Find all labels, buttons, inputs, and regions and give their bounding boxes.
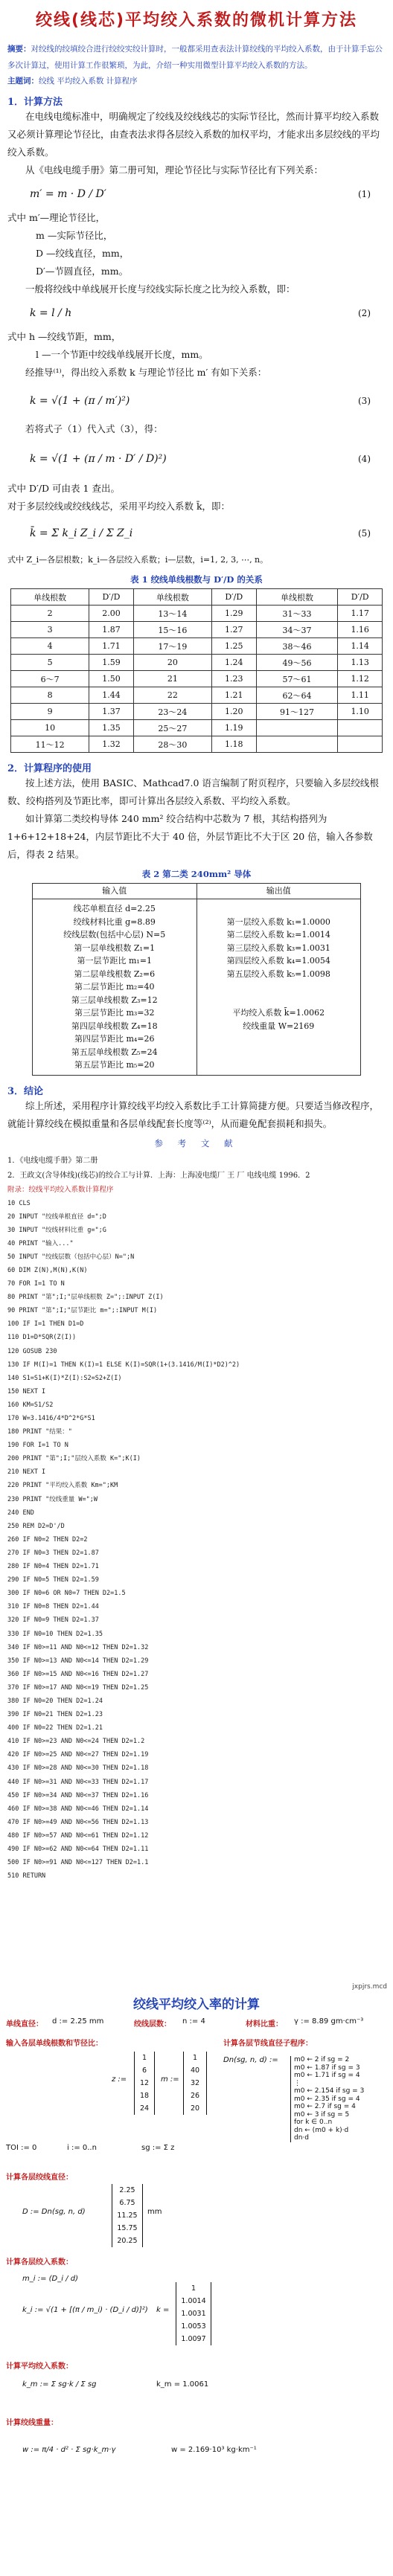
paragraph: 在电线电缆标准中，明确规定了绞线及绞线线芯的实际节径比，然而计算平均绞入系数又必须计算理论节径比，由查表法求得各层绞入系数的加权平均，才能求出多层绞线的平均绞入系数。 bbox=[7, 111, 380, 158]
table-header-cell: 输入值 bbox=[33, 884, 197, 899]
subroutine-line: dn·d bbox=[294, 2134, 309, 2142]
vector-element: 1.0014 bbox=[181, 2297, 206, 2305]
table-row bbox=[11, 720, 383, 736]
vector-element: 15.75 bbox=[117, 2224, 138, 2232]
input-value: 第二层单线根数 Z₂=6 bbox=[74, 969, 156, 979]
vector-element: 12 bbox=[139, 2079, 150, 2087]
output-value: 第四层绞入系数 k₄=1.0054 bbox=[226, 956, 330, 966]
vector-element: 6 bbox=[141, 2066, 147, 2075]
table-row bbox=[11, 736, 383, 753]
subroutine-line: m0 ← 1.87 if sg = 3 bbox=[294, 2063, 360, 2072]
table-cell: 1.32 bbox=[89, 736, 134, 753]
table-cell: 1.10 bbox=[338, 704, 383, 720]
table-cell: 11～12 bbox=[11, 736, 89, 753]
subroutine-signature: Dn(sg, n, d) := bbox=[223, 2056, 278, 2064]
diameter-expression: D := Dn(sg, n, d) bbox=[22, 2208, 86, 2216]
input-value: 绞线材料比重 g=8.89 bbox=[73, 916, 156, 927]
paragraph: 经推导⁽¹⁾，得出绞入系数 k 与理论节径比 m′ 有如下关系： bbox=[25, 367, 267, 378]
km-result: k_m = 1.0061 bbox=[156, 2380, 209, 2389]
input-value: 第三层单线根数 Z₃=12 bbox=[71, 995, 158, 1005]
definition-line: l —一个节距中绞线单线展开长度，mm。 bbox=[36, 349, 208, 360]
code-line: 70 FOR I=1 TO N bbox=[7, 1280, 65, 1288]
table-2-caption: 表 2 第二类 240mm² 导体 bbox=[141, 869, 252, 879]
subroutine-heading: 计算各层节线直径子程序： bbox=[223, 2040, 313, 2048]
index-range: i := 0..n bbox=[67, 2144, 97, 2152]
table-row bbox=[11, 671, 383, 687]
z-vector bbox=[134, 2052, 155, 2115]
code-line: 270 IF N0=3 THEN D2=1.87 bbox=[7, 1549, 99, 1557]
table-cell: 22 bbox=[133, 687, 211, 704]
input-column bbox=[33, 899, 197, 1075]
code-line: 60 DIM Z(N),M(N),K(N) bbox=[7, 1266, 88, 1274]
code-line: 300 IF N0=6 OR N0=7 THEN D2=1.5 bbox=[7, 1590, 126, 1598]
table-header-cell: 单线根数 bbox=[256, 589, 338, 606]
abstract-text: 对绞线的绞填绞合进行绞绞实绞计算时，一般都采用查表法计算绞线的平均绞入系数，由于计算手忘公多次计算过，使用计算工作很繁琐，为此，介绍一种实用微型计算平均绞入系数的方法。 bbox=[7, 45, 383, 70]
code-line: 250 REM D2=D'/D bbox=[7, 1522, 65, 1530]
layer-input-heading: 输入各层单线根数和节径比： bbox=[6, 2040, 103, 2048]
vector-element: 20.25 bbox=[117, 2237, 138, 2245]
section-heading-2: 2．计算程序的使用 bbox=[7, 763, 92, 774]
appendix-heading: 附录：绞线平均绞入系数计算程序 bbox=[7, 1185, 114, 1194]
code-line: 430 IF N0>=28 AND N0<=30 THEN D2=1.18 bbox=[7, 1764, 149, 1773]
table-row bbox=[11, 704, 383, 720]
subroutine-line: m0 ← 2.154 if sg = 3 bbox=[294, 2087, 365, 2095]
equation-text: k = l / h bbox=[30, 307, 72, 319]
output-value: 第二层绞入系数 k₂=1.0014 bbox=[226, 930, 330, 939]
table-row bbox=[11, 687, 383, 704]
table-header-cell: 输出值 bbox=[266, 886, 291, 896]
equation-number: (1) bbox=[358, 189, 371, 199]
abstract bbox=[0, 41, 393, 74]
output-value: 绞线重量 W=2169 bbox=[243, 1021, 315, 1031]
code-line: 10 CLS bbox=[7, 1199, 31, 1207]
paragraph: 综上所述，采用程序计算绞线平均绞入系数比手工计算简捷方便。只要适当修改程序，就能计算绞线在模拟重量和各层单线配套长度等⁽²⁾，从而避免配套损耗和损失。 bbox=[7, 1099, 380, 1129]
code-line: 480 IF N0>=57 AND N0<=61 THEN D2=1.12 bbox=[7, 1831, 149, 1840]
code-line: 20 INPUT "绞线单根直径 d=";D bbox=[7, 1212, 106, 1221]
mi-expression: m_i := (D_i / d) bbox=[22, 2275, 78, 2283]
subroutine-line: m0 ← 2 if sg = 2 bbox=[294, 2056, 350, 2063]
table-header-cell: D′/D bbox=[211, 589, 256, 606]
code-line: 360 IF N0>=15 AND N0<=16 THEN D2=1.27 bbox=[7, 1670, 149, 1678]
code-line: 510 RETURN bbox=[7, 1872, 46, 1880]
worksheet-title: 绞线平均绞入率的计算 bbox=[133, 1997, 260, 2012]
code-line: 280 IF N0=4 THEN D2=1.71 bbox=[7, 1563, 99, 1571]
paragraph: 式中 D′/D 可由表 1 查出。 bbox=[7, 483, 120, 494]
basic-program-listing bbox=[0, 1197, 393, 1883]
output-value bbox=[197, 980, 361, 994]
equation-number: (3) bbox=[358, 396, 371, 406]
table-cell: 1.44 bbox=[89, 687, 134, 704]
table-cell: 1.14 bbox=[338, 638, 383, 655]
weight-result: w = 2.169·10³ kg·km⁻¹ bbox=[171, 2446, 257, 2454]
table-header-row bbox=[11, 589, 383, 606]
code-line: 330 IF N0=10 THEN D2=1.35 bbox=[7, 1630, 103, 1638]
table-header-cell: 单线根数 bbox=[133, 589, 211, 606]
diameter-vector bbox=[112, 2184, 143, 2247]
subroutine-line: for k ∈ 0..n bbox=[294, 2119, 333, 2126]
output-value bbox=[197, 994, 361, 1007]
code-line: 200 PRINT "第";I;"层绞入系数 K=";K(I) bbox=[7, 1455, 141, 1463]
input-value: 线芯单根直径 d=2.25 bbox=[73, 904, 156, 913]
table-header-cell: D′/D bbox=[89, 589, 134, 606]
code-line: 400 IF N0=22 THEN D2=1.21 bbox=[7, 1724, 103, 1732]
input-value: 第四层节距比 m₄=26 bbox=[74, 1034, 155, 1044]
code-line: 40 PRINT "输入..." bbox=[7, 1239, 74, 1247]
output-value bbox=[197, 1059, 361, 1072]
output-value bbox=[197, 1032, 361, 1046]
vector-element: 6.75 bbox=[119, 2199, 135, 2207]
table-cell: 1.11 bbox=[338, 687, 383, 704]
table-cell: 1.87 bbox=[89, 622, 134, 638]
reference-item: 1．《电线电缆手册》第二册 bbox=[7, 1156, 98, 1165]
code-line: 440 IF N0>=31 AND N0<=33 THEN D2=1.17 bbox=[7, 1778, 149, 1786]
table-cell: 1.27 bbox=[211, 622, 256, 638]
vector-element: 32 bbox=[190, 2079, 200, 2087]
code-line: 450 IF N0>=34 AND N0<=37 THEN D2=1.16 bbox=[7, 1791, 149, 1799]
table-cell: 1.24 bbox=[211, 655, 256, 671]
table-cell: 1.13 bbox=[338, 655, 383, 671]
table-cell: 25～27 bbox=[133, 720, 211, 736]
section-heading-3: 3．结论 bbox=[7, 1085, 44, 1097]
table-cell: 31～33 bbox=[256, 606, 338, 622]
definition-line: D′—节圆直径，mm。 bbox=[36, 266, 129, 277]
code-line: 260 IF N0=2 THEN D2=2 bbox=[7, 1535, 88, 1544]
section-heading-1: 1．计算方法 bbox=[7, 97, 63, 108]
table-cell: 23～24 bbox=[133, 704, 211, 720]
code-line: 340 IF N0>=11 AND N0<=12 THEN D2=1.32 bbox=[7, 1643, 149, 1651]
table-cell: 1.35 bbox=[89, 720, 134, 736]
definition-line: 式中 m′—理论节径比， bbox=[7, 212, 106, 223]
table-cell bbox=[338, 720, 383, 736]
equation-text: k = √(1 + (π / m′)²) bbox=[30, 395, 130, 407]
code-line: 50 INPUT "绞线层数（包括中心层）N=";N bbox=[7, 1253, 135, 1261]
code-line: 320 IF N0=9 THEN D2=1.37 bbox=[7, 1616, 99, 1625]
reference-item: 2．王政文(含导体线)(线芯)的绞合工与计算．上海：上海凌电缆厂 王 厂 电线电缆 1996．2 bbox=[7, 1171, 310, 1180]
equation-text: m′ = m · D / D′ bbox=[30, 188, 106, 200]
table-header-row bbox=[33, 884, 360, 899]
input-value: 第五层节距比 m₅=20 bbox=[74, 1060, 155, 1070]
table-cell: 1.17 bbox=[338, 606, 383, 622]
table-cell: 1.25 bbox=[211, 638, 256, 655]
ki-expression: k_i := √(1 + [(π / m_i) · (D_i / d)]²) bbox=[22, 2306, 148, 2314]
wire-diameter-label: 单线直径： bbox=[6, 2020, 43, 2029]
density-label: 材料比重： bbox=[246, 2020, 283, 2029]
weight-heading: 计算绞线重量： bbox=[6, 2419, 58, 2427]
input-value: 绞线层数(包括中心层) N=5 bbox=[63, 930, 166, 939]
output-column bbox=[197, 899, 361, 1075]
equation-1 bbox=[0, 179, 393, 209]
table-cell: 1.20 bbox=[211, 704, 256, 720]
table-cell: 8 bbox=[11, 687, 89, 704]
code-line: 190 FOR I=1 TO N bbox=[7, 1442, 68, 1450]
table-cell: 62～64 bbox=[256, 687, 338, 704]
table-cell: 57～61 bbox=[256, 671, 338, 687]
vector-element: 40 bbox=[190, 2066, 200, 2075]
table-cell: 1.50 bbox=[89, 671, 134, 687]
table-1-caption: 表 1 绞线单线根数与 D′/D 的关系 bbox=[130, 574, 263, 585]
lay-factor-heading: 计算各层绞入系数： bbox=[6, 2258, 73, 2267]
code-line: 130 IF M(I)=1 THEN K(I)=1 ELSE K(I)=SQR(1+(3.1416/M(I)*D2)^2) bbox=[7, 1361, 240, 1369]
code-line: 240 END bbox=[7, 1509, 34, 1517]
table-cell: 21 bbox=[133, 671, 211, 687]
diameter-heading: 计算各层绞线直径： bbox=[6, 2174, 73, 2182]
vector-element: 1.0031 bbox=[181, 2310, 206, 2318]
table-cell bbox=[256, 720, 338, 736]
subroutine-line: m0 ← 2.7 if sg = 4 bbox=[294, 2103, 356, 2110]
vector-element: 1.0053 bbox=[181, 2322, 206, 2331]
table-cell: 13～14 bbox=[133, 606, 211, 622]
vector-element: 24 bbox=[139, 2104, 150, 2113]
subroutine-line: m0 ← 3 if sg = 5 bbox=[294, 2110, 350, 2119]
code-line: 410 IF N0>=23 AND N0<=24 THEN D2=1.2 bbox=[7, 1738, 145, 1746]
table-body bbox=[33, 899, 360, 1075]
toi-assignment: TOI := 0 bbox=[6, 2144, 37, 2152]
k-label: k = bbox=[156, 2306, 170, 2314]
definition-line: m —实际节径比， bbox=[36, 230, 113, 241]
worksheet-filename: jxpjrs.mcd bbox=[352, 1983, 387, 1991]
table-row bbox=[11, 622, 383, 638]
input-value: 第四层单线根数 Z₄=18 bbox=[71, 1021, 158, 1031]
code-line: 110 D1=D*SQR(Z(I)) bbox=[7, 1334, 77, 1342]
code-line: 180 PRINT "结果：" bbox=[7, 1428, 72, 1436]
output-value: 第三层绞入系数 k₃=1.0031 bbox=[226, 942, 330, 953]
code-line: 380 IF N0=20 THEN D2=1.24 bbox=[7, 1697, 103, 1705]
output-value bbox=[197, 1046, 361, 1059]
table-cell: 6～7 bbox=[11, 671, 89, 687]
output-value: 平均绞入系数 k̄=1.0062 bbox=[232, 1008, 325, 1018]
code-line: 90 PRINT "第";I;"层节距比 m=";:INPUT M(I) bbox=[7, 1307, 158, 1315]
m-label: m := bbox=[161, 2075, 179, 2084]
code-line: 290 IF N0=5 THEN D2=1.59 bbox=[7, 1576, 99, 1584]
table-cell: 20 bbox=[133, 655, 211, 671]
equation-4 bbox=[0, 438, 393, 480]
code-line: 460 IF N0>=38 AND N0<=46 THEN D2=1.14 bbox=[7, 1805, 149, 1813]
sg-assignment: sg := Σ z bbox=[141, 2144, 175, 2152]
paragraph: 式中 Z_i—各层根数；k_i—各层绞入系数；i—层数，i=1, 2, 3, ⋯, n。 bbox=[7, 555, 269, 565]
weight-expression: w := π/4 · d² · Σ sg·k_m·γ bbox=[22, 2446, 116, 2454]
table-cell: 1.59 bbox=[89, 655, 134, 671]
keywords-label: 主题词： bbox=[7, 77, 39, 86]
table-cell: 1.23 bbox=[211, 671, 256, 687]
equation-5 bbox=[0, 515, 393, 551]
code-line: 500 IF N0>=91 AND N0<=127 THEN D2=1.1 bbox=[7, 1859, 149, 1867]
equation-text: k̄ = Σ k_i Z_i / Σ Z_i bbox=[30, 527, 133, 539]
table-1 bbox=[10, 588, 383, 753]
code-line: 30 INPUT "绞线材料比重 g=";G bbox=[7, 1226, 106, 1234]
subroutine-line: dn ← (m0 + k)·d bbox=[294, 2126, 349, 2134]
code-line: 120 GOSUB 230 bbox=[7, 1347, 57, 1355]
code-line: 420 IF N0>=25 AND N0<=27 THEN D2=1.19 bbox=[7, 1751, 149, 1759]
wire-diameter-value: d := 2.25 mm bbox=[52, 2017, 104, 2026]
code-line: 150 NEXT I bbox=[7, 1387, 46, 1395]
code-line: 390 IF N0=21 THEN D2=1.23 bbox=[7, 1711, 103, 1719]
table-cell: 9 bbox=[11, 704, 89, 720]
vector-element: 11.25 bbox=[117, 2212, 138, 2220]
mathcad-worksheet bbox=[0, 1979, 393, 2574]
table-row bbox=[11, 655, 383, 671]
input-value: 第一层节距比 m₁=1 bbox=[77, 956, 153, 966]
paragraph: 若将式子（1）代入式（3），得： bbox=[25, 423, 163, 434]
layer-count-value: n := 4 bbox=[182, 2017, 205, 2026]
table-2 bbox=[32, 883, 361, 1076]
table-cell: 1.71 bbox=[89, 638, 134, 655]
density-value: γ := 8.89 gm·cm⁻³ bbox=[294, 2017, 364, 2026]
table-cell: 34～37 bbox=[256, 622, 338, 638]
table-cell: 17～19 bbox=[133, 638, 211, 655]
code-line: 80 PRINT "第";I;"层单线根数 Z=";:INPUT Z(I) bbox=[7, 1294, 164, 1302]
table-cell: 10 bbox=[11, 720, 89, 736]
table-cell: 4 bbox=[11, 638, 89, 655]
table-cell: 91～127 bbox=[256, 704, 338, 720]
paragraph: 如计算第二类绞构导体 240 mm² 绞合结构中芯数为 7 根，其结构搭列为 1+6+12+18+24，内层节距比不大于 40 倍，外层节距比不大于区 20 倍，输入各参数后，得表 2 结果。 bbox=[7, 813, 373, 860]
code-line: 170 W=3.1416/4*D^2*G*S1 bbox=[7, 1415, 95, 1422]
k-vector bbox=[176, 2282, 211, 2345]
definition-line: D —绞线直径，mm， bbox=[36, 248, 130, 259]
equation-2 bbox=[0, 298, 393, 328]
code-line: 310 IF N0=8 THEN D2=1.44 bbox=[7, 1603, 99, 1611]
output-value: 第五层绞入系数 k₅=1.0098 bbox=[226, 969, 330, 979]
table-cell: 1.16 bbox=[338, 622, 383, 638]
vector-element: 18 bbox=[139, 2092, 150, 2100]
vector-element: 1 bbox=[192, 2054, 198, 2062]
subroutine-body bbox=[290, 2056, 364, 2142]
input-value: 第五层单线根数 Z₅=24 bbox=[71, 1047, 158, 1057]
paragraph: 从《电线电缆手册》第二册可知，理论节径比与实际节径比有下列关系： bbox=[25, 164, 324, 176]
page-title: 绞线(线芯)平均绞入系数的微机计算方法 bbox=[35, 11, 358, 30]
table-cell: 1.12 bbox=[338, 671, 383, 687]
equation-number: (4) bbox=[358, 454, 371, 464]
subroutine-line: ⋮ bbox=[294, 2079, 301, 2087]
vector-element: 20 bbox=[190, 2104, 200, 2113]
vector-element: 26 bbox=[190, 2092, 200, 2100]
abstract-label: 摘要： bbox=[7, 45, 31, 54]
input-value: 第三层节距比 m₃=32 bbox=[74, 1008, 155, 1018]
subroutine-line: m0 ← 1.71 if sg = 4 bbox=[294, 2072, 360, 2079]
references-heading: 参 考 文 献 bbox=[154, 1137, 239, 1149]
table-cell bbox=[256, 736, 338, 753]
table-cell: 28～30 bbox=[133, 736, 211, 753]
table-cell: 3 bbox=[11, 622, 89, 638]
output-value: 第一层绞入系数 k₁=1.0000 bbox=[226, 916, 330, 927]
output-value bbox=[197, 902, 361, 916]
definition-line: 式中 h —绞线节距，mm， bbox=[7, 331, 121, 342]
average-factor-heading: 计算平均绞入系数： bbox=[6, 2363, 73, 2371]
m-vector bbox=[183, 2052, 207, 2115]
table-cell: 1.19 bbox=[211, 720, 256, 736]
code-line: 100 IF I=1 THEN D1=D bbox=[7, 1320, 84, 1329]
vector-element: 2.25 bbox=[119, 2186, 135, 2194]
table-cell: 5 bbox=[11, 655, 89, 671]
table-cell: 38～46 bbox=[256, 638, 338, 655]
table-cell bbox=[338, 736, 383, 753]
paragraph: 按上述方法，使用 BASIC、Mathcad7.0 语言编制了附页程序，只要输入多层绞线根数、绞构搭列及节距比率，即可计算出各层绞入系数、平均绞入系数。 bbox=[7, 777, 379, 806]
code-line: 220 PRINT "平均绞入系数 Km=";KM bbox=[7, 1482, 118, 1490]
code-line: 140 S1=S1+K(I)*Z(I):S2=S2+Z(I) bbox=[7, 1374, 122, 1382]
equation-3 bbox=[0, 382, 393, 420]
paragraph: 一般将绞线中单线展开长度与绞线实际长度之比为绞入系数，即： bbox=[25, 283, 295, 295]
table-cell: 2 bbox=[11, 606, 89, 622]
z-label: z := bbox=[112, 2075, 127, 2084]
table-header-cell: D′/D bbox=[338, 589, 383, 606]
input-value: 第一层单线根数 Z₁=1 bbox=[74, 942, 156, 953]
code-line: 210 NEXT I bbox=[7, 1468, 46, 1477]
equation-text: k = √(1 + (π / m · D′ / D)²) bbox=[30, 453, 167, 465]
paragraph: 对于多层绞线或绞线线芯，采用平均绞入系数 k̄，即： bbox=[7, 501, 231, 512]
table-row bbox=[11, 606, 383, 622]
diameter-unit: mm bbox=[147, 2208, 162, 2216]
code-line: 350 IF N0>=13 AND N0<=14 THEN D2=1.29 bbox=[7, 1657, 149, 1665]
code-line: 230 PRINT "绞线重量 W=";W bbox=[7, 1495, 98, 1503]
table-cell: 1.37 bbox=[89, 704, 134, 720]
code-line: 490 IF N0>=62 AND N0<=64 THEN D2=1.11 bbox=[7, 1846, 149, 1853]
vector-element: 1 bbox=[141, 2054, 147, 2062]
table-cell: 1.18 bbox=[211, 736, 256, 753]
table-cell: 49～56 bbox=[256, 655, 338, 671]
table-cell: 1.29 bbox=[211, 606, 256, 622]
code-line: 470 IF N0>=49 AND N0<=56 THEN D2=1.13 bbox=[7, 1818, 149, 1826]
equation-number: (2) bbox=[358, 308, 371, 318]
vector-element: 1 bbox=[191, 2284, 196, 2293]
code-line: 160 KM=S1/S2 bbox=[7, 1401, 54, 1409]
layer-count-label: 绞线层数： bbox=[134, 2020, 171, 2029]
keywords bbox=[0, 75, 393, 86]
vector-element: 1.0097 bbox=[181, 2335, 206, 2343]
input-value: 第二层节距比 m₂=40 bbox=[74, 982, 155, 992]
table-row bbox=[11, 638, 383, 655]
table-cell: 1.21 bbox=[211, 687, 256, 704]
km-expression: k_m := Σ sg·k / Σ sg bbox=[22, 2380, 97, 2389]
code-line: 370 IF N0>=17 AND N0<=19 THEN D2=1.25 bbox=[7, 1683, 149, 1692]
table-cell: 15～16 bbox=[133, 622, 211, 638]
table-cell: 2.00 bbox=[89, 606, 134, 622]
equation-number: (5) bbox=[358, 528, 371, 539]
subroutine-line: m0 ← 2.35 if sg = 4 bbox=[294, 2095, 360, 2103]
keywords-text: 绞线 平均绞入系数 计算程序 bbox=[39, 77, 138, 86]
table-header-cell: 单线根数 bbox=[11, 589, 89, 606]
